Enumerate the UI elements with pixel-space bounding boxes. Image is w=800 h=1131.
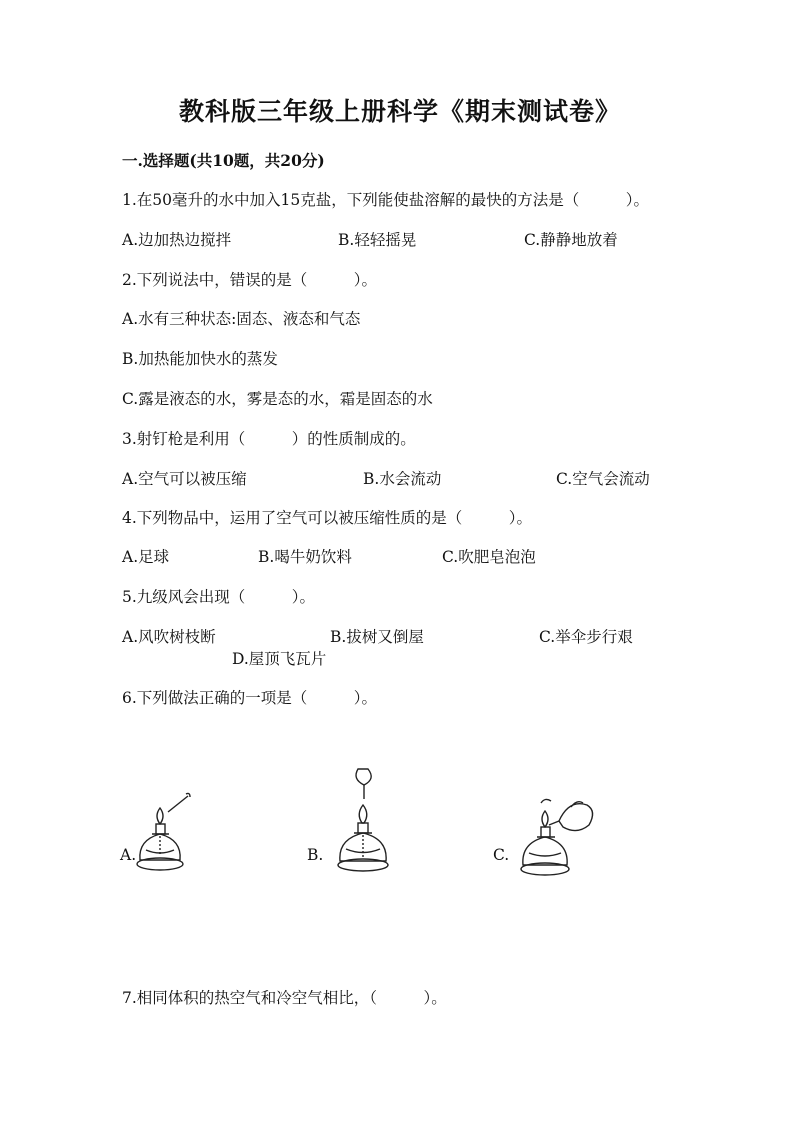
question-1-option-b: B.轻轻摇晃 [338,231,417,249]
question-5-stem: 5.九级风会出现（ ）。 [122,588,316,606]
question-3-option-b: B.水会流动 [363,470,442,488]
question-5-option-b: B.拔树又倒屋 [330,628,424,646]
question-4-option-b: B.喝牛奶饮料 [258,548,352,566]
question-2-stem: 2.下列说法中，错误的是（ ）。 [122,271,378,289]
question-5-option-a: A.风吹树枝断 [122,628,216,646]
alcohol-lamp-lit-by-match-icon [130,790,200,885]
question-1-option-c: C.静静地放着 [524,231,618,249]
question-7-stem: 7.相同体积的热空气和冷空气相比，（ ）。 [122,989,447,1007]
question-3-option-c: C.空气会流动 [556,470,650,488]
figure-b-label: B. [307,846,324,864]
question-2-option-a: A.水有三种状态:固态、液态和气态 [122,310,361,328]
alcohol-lamp-refilled-while-lit-icon [515,795,605,885]
question-3-stem: 3.射钉枪是利用（ ）的性质制成的。 [122,430,416,448]
question-3-option-a: A.空气可以被压缩 [122,470,247,488]
question-1-stem: 1.在50毫升的水中加入15克盐，下列能使盐溶解的最快的方法是（ ）。 [122,191,649,209]
section-heading: 一.选择题(共10题，共20分) [122,151,325,170]
question-2-option-c: C.露是液态的水，雾是态的水，霜是固态的水 [122,390,433,408]
figure-c-label: C. [493,846,510,864]
page-title: 教科版三年级上册科学《期末测试卷》 [178,97,621,126]
question-1-option-a: A.边加热边搅拌 [122,231,232,249]
alcohol-lamp-lit-by-lamp-icon [330,765,400,885]
question-4-stem: 4.下列物品中，运用了空气可以被压缩性质的是（ ）。 [122,509,533,527]
question-4-option-c: C.吹肥皂泡泡 [442,548,536,566]
figure-a-label: A. [120,846,137,864]
question-5-option-d: D.屋顶飞瓦片 [232,650,327,668]
question-4-option-a: A.足球 [122,548,170,566]
question-6-stem: 6.下列做法正确的一项是（ ）。 [122,689,378,707]
question-2-option-b: B.加热能加快水的蒸发 [122,350,278,368]
question-5-option-c: C.举伞步行艰 [539,628,633,646]
